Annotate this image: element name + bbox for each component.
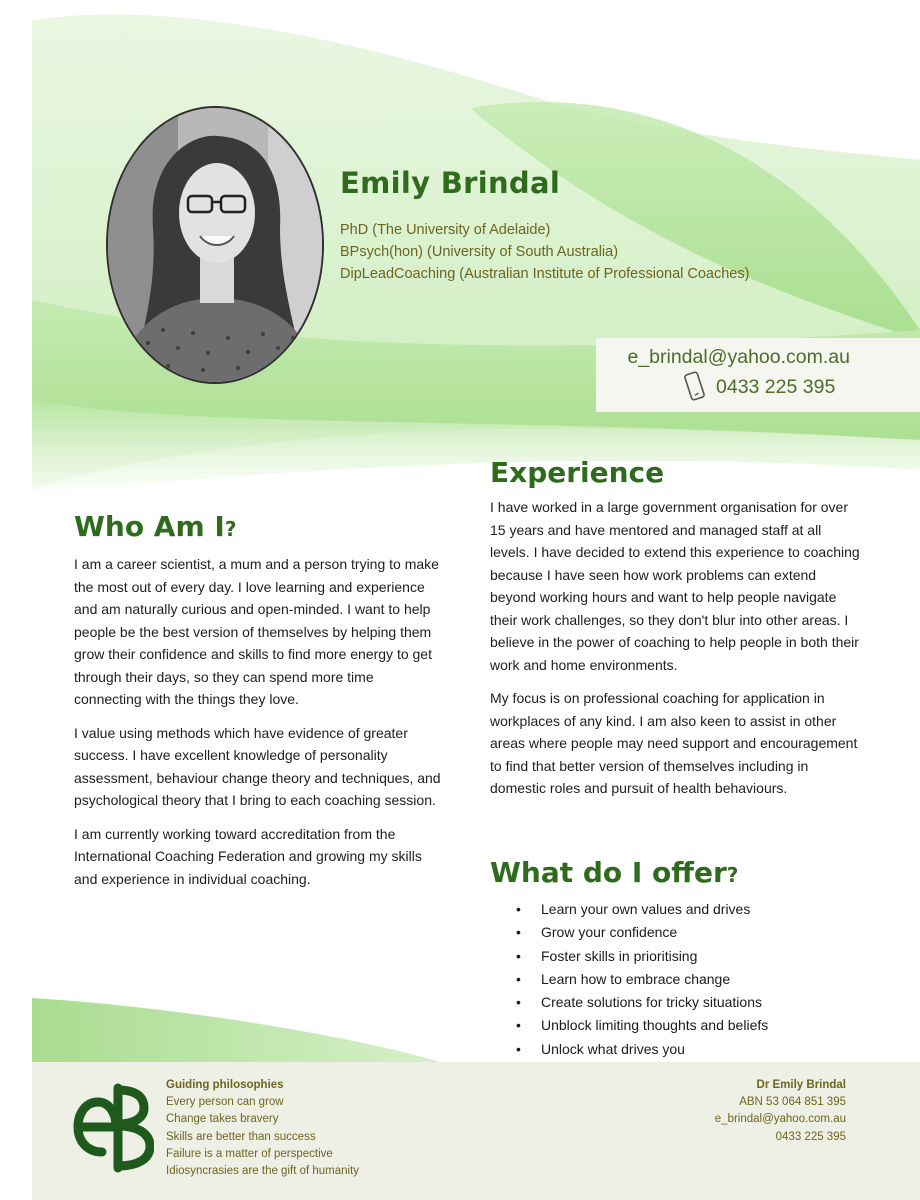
philosophy-item: Failure is a matter of perspective bbox=[166, 1147, 333, 1160]
list-item: • Learn your own values and drives bbox=[512, 898, 768, 921]
footer-email[interactable]: e_brindal@yahoo.com.au bbox=[714, 1113, 846, 1126]
philosophy-item: Idiosyncrasies are the gift of humanity bbox=[166, 1165, 360, 1178]
list-item: • Learn how to embrace change bbox=[512, 968, 768, 991]
qualification-bpsych: BPsych(hon) (University of South Australia) bbox=[340, 244, 619, 260]
experience-body bbox=[490, 496, 860, 811]
profile-name: Emily Brindal bbox=[340, 166, 561, 200]
footer-phone[interactable]: 0433 225 395 bbox=[775, 1130, 846, 1143]
who-am-i-body bbox=[74, 553, 442, 901]
who-am-i-heading-text: Who Am I bbox=[74, 510, 225, 543]
offer-heading bbox=[490, 856, 738, 889]
header-phone-number: 0433 225 395 bbox=[716, 375, 836, 398]
who-am-i-heading bbox=[74, 510, 236, 543]
list-item: • Unlock what drives you bbox=[512, 1038, 768, 1061]
philosophy-item: Every person can grow bbox=[166, 1096, 284, 1109]
offer-heading-suffix: ? bbox=[726, 863, 739, 887]
philosophy-item: Change takes bravery bbox=[166, 1113, 279, 1126]
eb-monogram-logo bbox=[72, 1080, 154, 1174]
guiding-philosophies bbox=[166, 1077, 359, 1180]
portrait-illustration bbox=[108, 108, 322, 382]
experience-paragraph-1: I have worked in a large government organisation for over 15 years and have mentored and managed staff at all levels. I have decided to extend this experience to coaching because I have seen how work problems can extend beyond working hours and want to help people navigate their work challenges, so they don't blur into other areas. I believe in the power of coaching to help people in both their work and home environments. bbox=[490, 499, 860, 673]
header-phone[interactable] bbox=[682, 370, 835, 404]
header-email[interactable]: e_brindal@yahoo.com.au bbox=[627, 346, 850, 368]
who-am-i-heading-suffix: ? bbox=[224, 517, 237, 541]
who-am-i-paragraph-1: I am a career scientist, a mum and a person trying to make the most out of every day. I love learning and experience and am naturally curious and open-minded. I want to help people be the best version of themselves by helping them grow their confidence and skills to find more energy to get through their days, so they can spend more time connecting with the things they love. bbox=[74, 556, 439, 707]
who-am-i-paragraph-2: I value using methods which have evidence of greater success. I have excellent knowledge of personality assessment, behaviour change theory and techniques, and psychological theory that I bring to each coaching session. bbox=[74, 724, 441, 808]
list-item: • Foster skills in prioritising bbox=[512, 945, 768, 968]
list-item: • Grow your confidence bbox=[512, 921, 768, 944]
qualifications bbox=[340, 219, 749, 285]
who-am-i-paragraph-3: I am currently working toward accreditation from the International Coaching Federation and growing my skills and experience in individual coaching. bbox=[74, 825, 422, 887]
list-item: • Create solutions for tricky situations bbox=[512, 991, 768, 1014]
qualification-diplead: DipLeadCoaching (Australian Institute of Professional Coaches) bbox=[340, 266, 750, 282]
profile-photo bbox=[108, 108, 322, 382]
footer-contact bbox=[715, 1077, 846, 1146]
offer-list bbox=[512, 898, 768, 1061]
experience-paragraph-2: My focus is on professional coaching for application in workplaces of any kind. I am also keen to assist in other areas where people may need support and encouragement to find that better version of themselves including in domestic roles and pursuit of health behaviours. bbox=[490, 690, 858, 796]
qualification-phd: PhD (The University of Adelaide) bbox=[340, 222, 551, 238]
experience-heading: Experience bbox=[490, 456, 665, 489]
philosophy-item: Skills are better than success bbox=[166, 1130, 316, 1143]
list-item: • Unblock limiting thoughts and beliefs bbox=[512, 1014, 768, 1037]
offer-heading-text: What do I offer bbox=[490, 856, 727, 889]
footer-contact-name: Dr Emily Brindal bbox=[756, 1079, 846, 1091]
footer-abn: ABN 53 064 851 395 bbox=[739, 1096, 846, 1109]
philosophies-title: Guiding philosophies bbox=[166, 1079, 284, 1091]
phone-icon bbox=[682, 370, 708, 404]
